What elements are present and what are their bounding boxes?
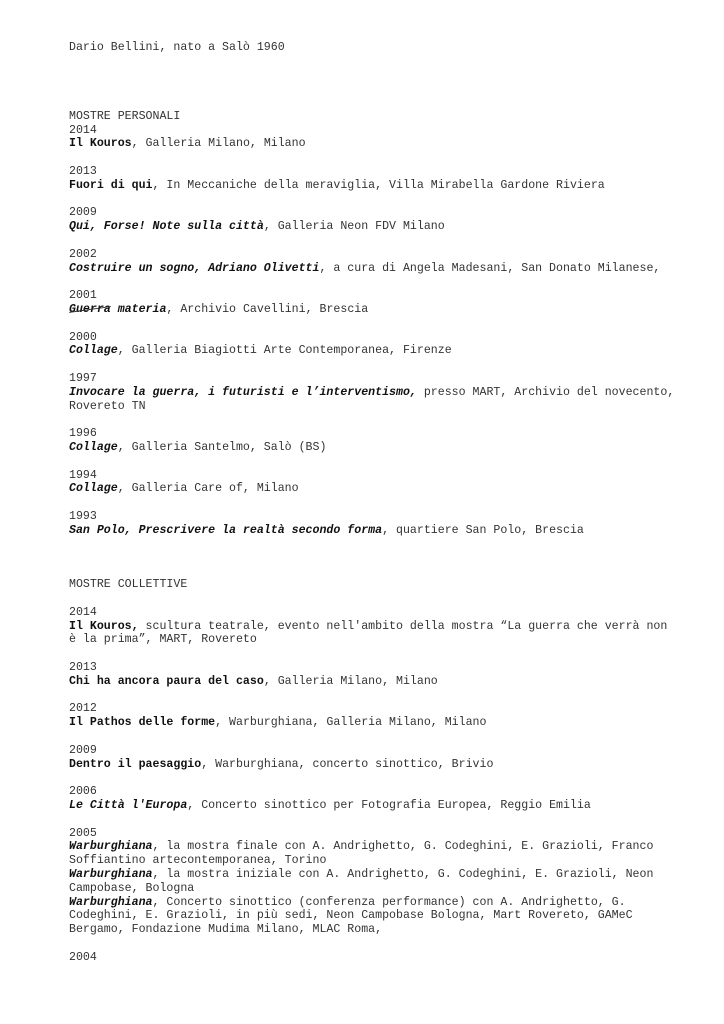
exhibition-details: , Galleria Milano, Milano bbox=[263, 674, 438, 688]
exhibition-entry bbox=[69, 827, 679, 937]
exhibition-entry bbox=[69, 248, 679, 276]
exhibition-title: Costruire un sogno, Adriano Olivetti bbox=[69, 261, 320, 275]
exhibition-details: , Warburghiana, Galleria Milano, Milano bbox=[215, 716, 487, 730]
exhibition-details: , Warburghiana, concerto sinottico, Brivio bbox=[201, 757, 494, 771]
exhibition-title: Warburghiana bbox=[69, 895, 153, 909]
exhibition-year: 2009 bbox=[69, 206, 97, 220]
exhibition-year: 2001 bbox=[69, 289, 97, 303]
exhibition-line bbox=[69, 524, 679, 538]
exhibition-line bbox=[69, 386, 679, 414]
exhibition-title: Warburghiana bbox=[69, 840, 153, 854]
exhibition-details: , a cura di Angela Madesani, San Donato Milanese, bbox=[319, 261, 661, 275]
exhibition-entry bbox=[69, 427, 679, 455]
exhibition-title: Warburghiana bbox=[69, 868, 153, 882]
exhibition-details: scultura teatrale, evento nell'ambito della mostra “La guerra che verrà non è la prima”, MART, Rovereto bbox=[69, 619, 668, 647]
exhibition-details: , Galleria Milano, Milano bbox=[131, 137, 306, 151]
exhibition-line bbox=[69, 441, 679, 455]
exhibition-line bbox=[69, 303, 679, 317]
exhibition-title: Dentro il paesaggio bbox=[69, 757, 202, 771]
exhibition-line bbox=[69, 758, 679, 772]
exhibition-line bbox=[69, 220, 679, 234]
exhibition-entry bbox=[69, 372, 679, 413]
exhibition-title: Qui, Forse! Note sulla città bbox=[69, 220, 264, 234]
exhibition-line bbox=[69, 896, 679, 937]
exhibition-line bbox=[69, 262, 679, 276]
exhibition-details: , la mostra iniziale con A. Andrighetto, G. Codeghini, E. Grazioli, Neon Campobase, Bologna bbox=[69, 868, 654, 895]
section-title-collettive: MOSTRE COLLETTIVE bbox=[69, 578, 188, 592]
exhibition-year: 2012 bbox=[69, 702, 97, 716]
exhibition-details: , Archivio Cavellini, Brescia bbox=[166, 302, 369, 316]
exhibition-year: 2000 bbox=[69, 330, 97, 344]
exhibition-details: , quartiere San Polo, Brescia bbox=[382, 523, 584, 537]
personali-list bbox=[69, 124, 679, 538]
exhibition-line bbox=[69, 344, 679, 358]
exhibition-year: 2004 bbox=[69, 950, 97, 964]
exhibition-line bbox=[69, 675, 679, 689]
exhibition-title: Chi ha ancora paura del caso bbox=[69, 674, 264, 688]
exhibition-details: , Concerto sinottico per Fotografia Europea, Reggio Emilia bbox=[187, 799, 591, 813]
exhibition-year: 2002 bbox=[69, 247, 97, 261]
exhibition-year: 1994 bbox=[69, 468, 97, 482]
exhibition-title: Il Kouros, bbox=[69, 619, 139, 633]
document-page bbox=[69, 41, 679, 978]
exhibition-details: , Concerto sinottico (conferenza performance) con A. Andrighetto, G. Codeghini, E. Grazioli, in più sedi, Neon Campobase Bologna, Mart Rovereto, GAMeC Bergamo, Fondazione Mudima Milano, MLAC Roma, bbox=[69, 895, 633, 937]
exhibition-title: San Polo, Prescrivere la realtà secondo forma bbox=[69, 523, 383, 537]
document-header: Dario Bellini, nato a Salò 1960 bbox=[69, 41, 285, 54]
exhibition-title: Invocare la guerra, i futuristi e l’interventismo, bbox=[69, 385, 417, 399]
exhibition-title: materia bbox=[110, 302, 167, 316]
exhibition-details: , Galleria Biagiotti Arte Contemporanea, Firenze bbox=[117, 344, 452, 358]
exhibition-title: Il Pathos delle forme bbox=[69, 716, 216, 730]
exhibition-entry bbox=[69, 744, 679, 772]
exhibition-entry bbox=[69, 510, 679, 538]
exhibition-line bbox=[69, 716, 679, 730]
exhibition-year: 1997 bbox=[69, 371, 97, 385]
mostre-collettive-section bbox=[69, 578, 679, 964]
section-title-personali: MOSTRE PERSONALI bbox=[69, 109, 181, 123]
exhibition-line bbox=[69, 137, 679, 151]
exhibition-entry bbox=[69, 165, 679, 193]
exhibition-details: presso MART, Archivio del novecento, Rovereto TN bbox=[69, 385, 675, 413]
exhibition-line bbox=[69, 620, 679, 648]
exhibition-details: , la mostra finale con A. Andrighetto, G. Codeghini, E. Grazioli, Franco Soffiantino artecontemporanea, Torino bbox=[69, 840, 654, 868]
exhibition-entry bbox=[69, 331, 679, 359]
exhibition-entry bbox=[69, 469, 679, 497]
exhibition-year: 2005 bbox=[69, 826, 97, 840]
exhibition-details: , In Meccaniche della meraviglia, Villa Mirabella Gardone Riviera bbox=[152, 178, 605, 192]
exhibition-title-struck: Guerra bbox=[69, 302, 111, 316]
exhibition-details: , Galleria Santelmo, Salò (BS) bbox=[117, 440, 327, 454]
exhibition-year: 2013 bbox=[69, 164, 97, 178]
exhibition-details: , Galleria Neon FDV Milano bbox=[263, 220, 445, 234]
exhibition-details: , Galleria Care of, Milano bbox=[117, 482, 299, 496]
exhibition-title: Le Città l'Europa bbox=[69, 799, 188, 813]
exhibition-title: Il Kouros bbox=[69, 137, 132, 151]
exhibition-title: Collage bbox=[69, 440, 118, 454]
exhibition-entry bbox=[69, 951, 679, 965]
exhibition-line bbox=[69, 868, 679, 896]
exhibition-title: Collage bbox=[69, 482, 118, 496]
exhibition-title: Collage bbox=[69, 344, 118, 358]
collettive-list bbox=[69, 606, 679, 965]
exhibition-entry bbox=[69, 289, 679, 317]
exhibition-line bbox=[69, 179, 679, 193]
exhibition-title: Fuori di qui bbox=[69, 178, 153, 192]
exhibition-entry bbox=[69, 606, 679, 647]
exhibition-year: 1996 bbox=[69, 427, 97, 441]
exhibition-line bbox=[69, 799, 679, 813]
exhibition-entry bbox=[69, 124, 679, 152]
exhibition-year: 2009 bbox=[69, 743, 97, 757]
mostre-personali-section bbox=[69, 110, 679, 538]
exhibition-entry bbox=[69, 702, 679, 730]
exhibition-year: 2013 bbox=[69, 661, 97, 675]
exhibition-entry bbox=[69, 785, 679, 813]
exhibition-line bbox=[69, 482, 679, 496]
exhibition-year: 2014 bbox=[69, 605, 97, 619]
exhibition-year: 2014 bbox=[69, 123, 97, 137]
exhibition-year: 2006 bbox=[69, 785, 97, 799]
exhibition-entry bbox=[69, 661, 679, 689]
exhibition-line bbox=[69, 840, 679, 868]
exhibition-entry bbox=[69, 206, 679, 234]
exhibition-year: 1993 bbox=[69, 509, 97, 523]
